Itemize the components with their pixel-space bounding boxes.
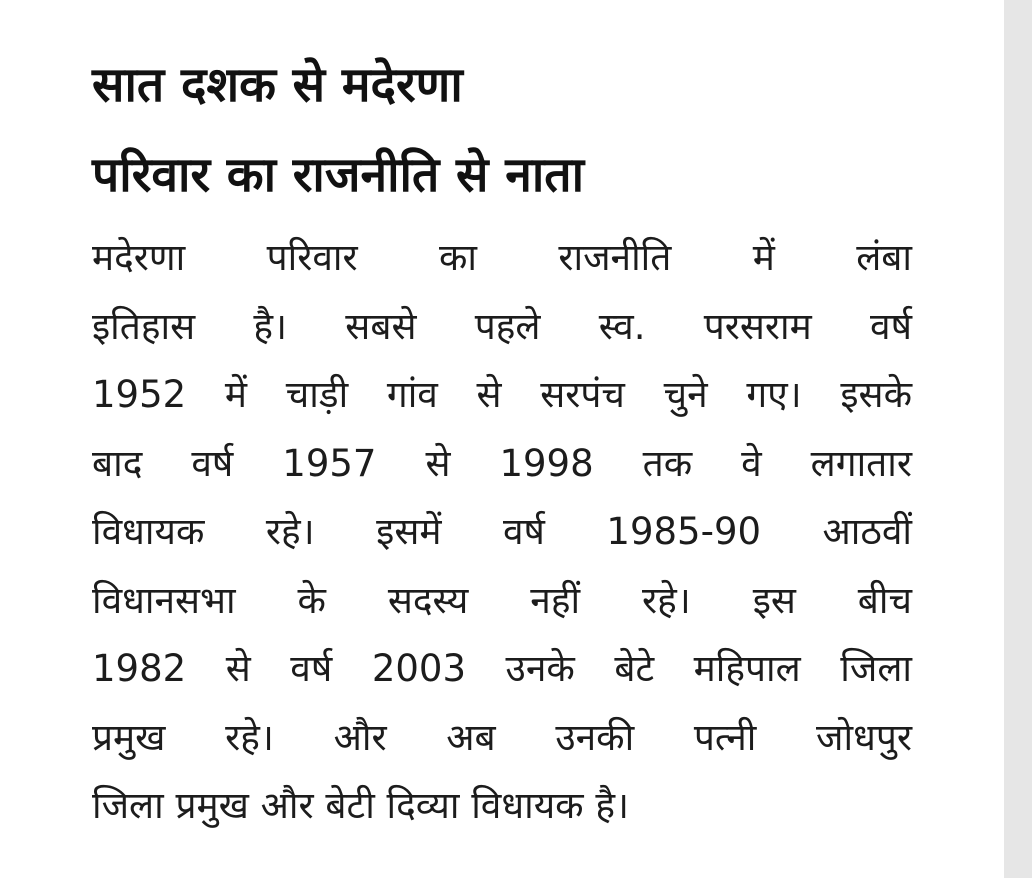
headline-line: परिवार का राजनीति से नाता: [92, 147, 585, 203]
body-line: इतिहास है। सबसे पहले स्व. परसराम वर्ष: [92, 304, 912, 348]
headline: [92, 40, 912, 220]
body-line: 1952 में चाड़ी गांव से सरपंच चुने गए। इसके: [92, 373, 912, 416]
page-margin-strip: [1004, 0, 1032, 878]
body-line: जिला प्रमुख और बेटी दिव्या विधायक है।: [92, 784, 630, 827]
headline-line: सात दशक से मदेरणा: [92, 57, 463, 113]
body-line: 1982 से वर्ष 2003 उनके बेटे महिपाल जिला: [92, 647, 912, 690]
body-line: प्रमुख रहे। और अब उनकी पत्नी जोधपुर: [92, 715, 912, 759]
body-line: विधायक रहे। इसमें वर्ष 1985-90 आठवीं: [92, 510, 912, 553]
newspaper-clipping: [92, 40, 912, 841]
body-line: बाद वर्ष 1957 से 1998 तक वे लगातार: [92, 441, 912, 485]
article-body: [92, 224, 912, 841]
body-line: विधानसभा के सदस्य नहीं रहे। इस बीच: [92, 578, 912, 622]
body-line: मदेरणा परिवार का राजनीति में लंबा: [92, 236, 912, 279]
